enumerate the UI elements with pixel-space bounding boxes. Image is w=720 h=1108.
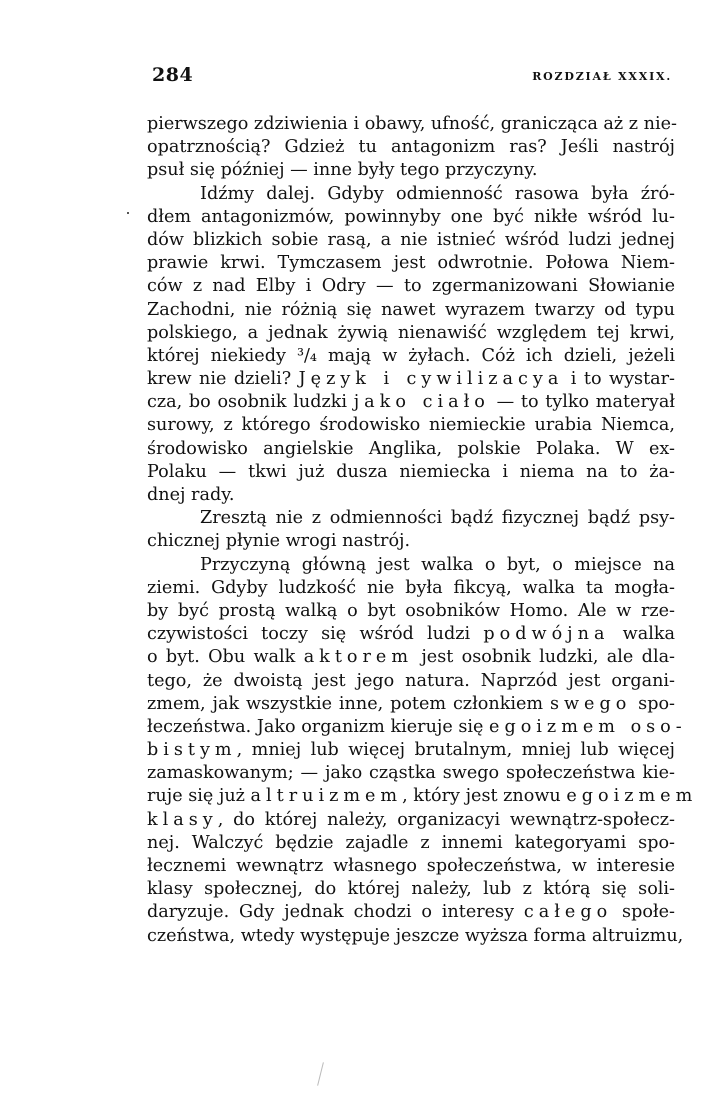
page-header	[152, 64, 672, 90]
margin-mark	[127, 212, 129, 214]
text-segment: środowisko angielskie Anglika, polskie Polaka. W ex-	[147, 438, 675, 459]
text-line	[147, 461, 675, 484]
body-text	[147, 113, 698, 948]
text-segment: społe-	[612, 902, 675, 923]
text-line	[147, 855, 675, 878]
text-line	[147, 577, 675, 600]
text-line	[147, 183, 675, 206]
text-segment: dłem antagonizmów, powinnyby one być nikłe wśród lu-	[147, 206, 675, 227]
text-segment: by być prostą walką o byt osobników Homo. Ale w rze-	[147, 600, 675, 621]
text-segment: łeczeństwa. Jako organizm kieruje się	[147, 716, 490, 737]
text-segment: jest osobnik ludzki, ale dla-	[413, 647, 676, 668]
emphasized-text: altruizmem	[250, 786, 403, 807]
text-line	[147, 530, 675, 553]
text-line	[147, 600, 675, 623]
text-line	[147, 925, 684, 948]
emphasized-text: egoizmem oso-	[489, 716, 687, 737]
text-line	[147, 623, 675, 646]
text-segment: , mniej lub więcej brutalnym, mniej lub więcej	[236, 740, 675, 761]
text-segment: ców z nad Elby i Odry — to zgermanizowani Słowianie	[147, 276, 675, 297]
text-line	[147, 159, 675, 182]
text-line	[147, 716, 687, 739]
text-segment: dnej rady.	[147, 485, 235, 505]
text-line	[147, 299, 675, 322]
emphasized-text: swego	[549, 693, 632, 714]
text-line	[147, 275, 675, 298]
text-segment: zmem, jak wszystkie inne, potem członkiem	[147, 693, 550, 714]
text-segment: prawie krwi. Tymczasem jest odwrotnie. Połowa Niem-	[147, 253, 675, 274]
text-line	[147, 206, 675, 229]
emphasized-text: bistym	[147, 740, 237, 761]
text-segment: łecznemi wewnątrz własnego społeczeństwa, w interesie	[147, 856, 675, 876]
text-line	[147, 693, 675, 716]
text-segment: opatrznością? Gdzież tu antagonizm ras? Jeśli nastrój	[147, 137, 675, 158]
text-line	[147, 484, 675, 507]
text-segment: ziemi. Gdyby ludzkość nie była fikcyą, walka ta mogła-	[147, 577, 675, 598]
text-segment: Przyczyną główną jest walka o byt, o miejsce na	[200, 554, 675, 575]
text-line	[147, 345, 675, 368]
text-line	[147, 391, 675, 414]
emphasized-text: klasy	[147, 809, 218, 830]
text-line	[147, 229, 675, 252]
text-segment: spo-	[631, 693, 675, 714]
text-line	[147, 785, 698, 808]
text-line	[147, 507, 675, 530]
text-segment: Zresztą nie z odmienności bądź fizycznej bądź psy-	[200, 508, 675, 529]
text-segment: Idźmy dalej. Gdyby odmienność rasowa była źró-	[200, 183, 675, 204]
text-segment: Polaku — tkwi już dusza niemiecka i niema na to ża-	[147, 461, 675, 482]
running-head: ROZDZIAŁ XXXIX.	[532, 70, 672, 83]
text-segment: cza, bo osobnik ludzki	[147, 392, 354, 413]
stray-mark	[317, 1062, 324, 1086]
emphasized-text: Język i cywilizacya	[298, 369, 564, 390]
text-segment: i to wystar-	[563, 369, 676, 390]
emphasized-text: egoizmem	[566, 786, 698, 807]
text-segment: o byt. Obu walk	[147, 647, 304, 668]
page-number: 284	[152, 64, 194, 86]
text-segment: pierwszego zdziwienia i obawy, ufność, granicząca aż z nie-	[147, 114, 677, 134]
text-segment: dów blizkich sobie rasą, a nie istnieć wśród ludzi jednej	[147, 229, 675, 250]
text-line	[147, 739, 675, 762]
text-segment: polskiego, a jednak żywią nienawiść względem tej krwi,	[147, 322, 675, 343]
text-segment: nej. Walczyć będzie zajadle z innemi kategoryami spo-	[147, 832, 675, 853]
text-segment: daryzuje. Gdy jednak chodzi o interesy	[147, 902, 524, 923]
emphasized-text: całego	[523, 902, 613, 923]
text-segment: tego, że dwoistą jest jego natura. Naprzód jest organi-	[147, 670, 675, 691]
text-line	[147, 322, 675, 345]
text-segment: klasy społecznej, do której należy, lub z którą się soli-	[147, 879, 675, 900]
text-line	[147, 113, 675, 136]
text-segment: której niekiedy ³/₄ mają w żyłach. Cóż ich dzieli, jeżeli	[147, 345, 675, 366]
text-line	[147, 136, 675, 159]
emphasized-text: jako ciało	[353, 392, 490, 413]
text-line	[147, 878, 675, 901]
text-line	[147, 554, 675, 577]
text-line	[147, 438, 675, 461]
text-line	[147, 646, 675, 669]
text-segment: ruje się już	[147, 786, 251, 807]
text-line	[147, 670, 675, 693]
text-segment: Zachodni, nie różnią się nawet wyrazem twarzy od typu	[147, 299, 675, 320]
text-line	[147, 762, 675, 785]
text-line	[147, 252, 675, 275]
text-line	[147, 368, 675, 391]
text-segment: surowy, z którego środowisko niemieckie urabia Niemca,	[147, 415, 675, 436]
text-line	[147, 832, 675, 855]
text-segment: krew nie dzieli?	[147, 369, 299, 390]
text-line	[147, 414, 675, 437]
text-line	[147, 809, 675, 832]
emphasized-text: podwójna	[483, 624, 610, 645]
text-segment: , do której należy, organizacyi wewnątrz-społecz-	[217, 809, 675, 830]
text-segment: walka	[609, 624, 675, 645]
text-segment: zamaskowanym; — jako cząstka swego społeczeństwa kie-	[147, 763, 675, 784]
text-segment: czywistości toczy się wśród ludzi	[147, 624, 484, 645]
text-line	[147, 901, 675, 924]
text-segment: , który jest znowu	[402, 786, 567, 807]
text-segment: chicznej płynie wrogi nastrój.	[147, 531, 411, 552]
emphasized-text: aktorem	[303, 647, 414, 668]
text-segment: — to tylko materyał	[489, 392, 676, 413]
text-segment: czeństwa, wtedy występuje jeszcze wyższa forma altruizmu,	[147, 925, 684, 946]
text-segment: psuł się później — inne były tego przyczyny.	[147, 160, 538, 181]
